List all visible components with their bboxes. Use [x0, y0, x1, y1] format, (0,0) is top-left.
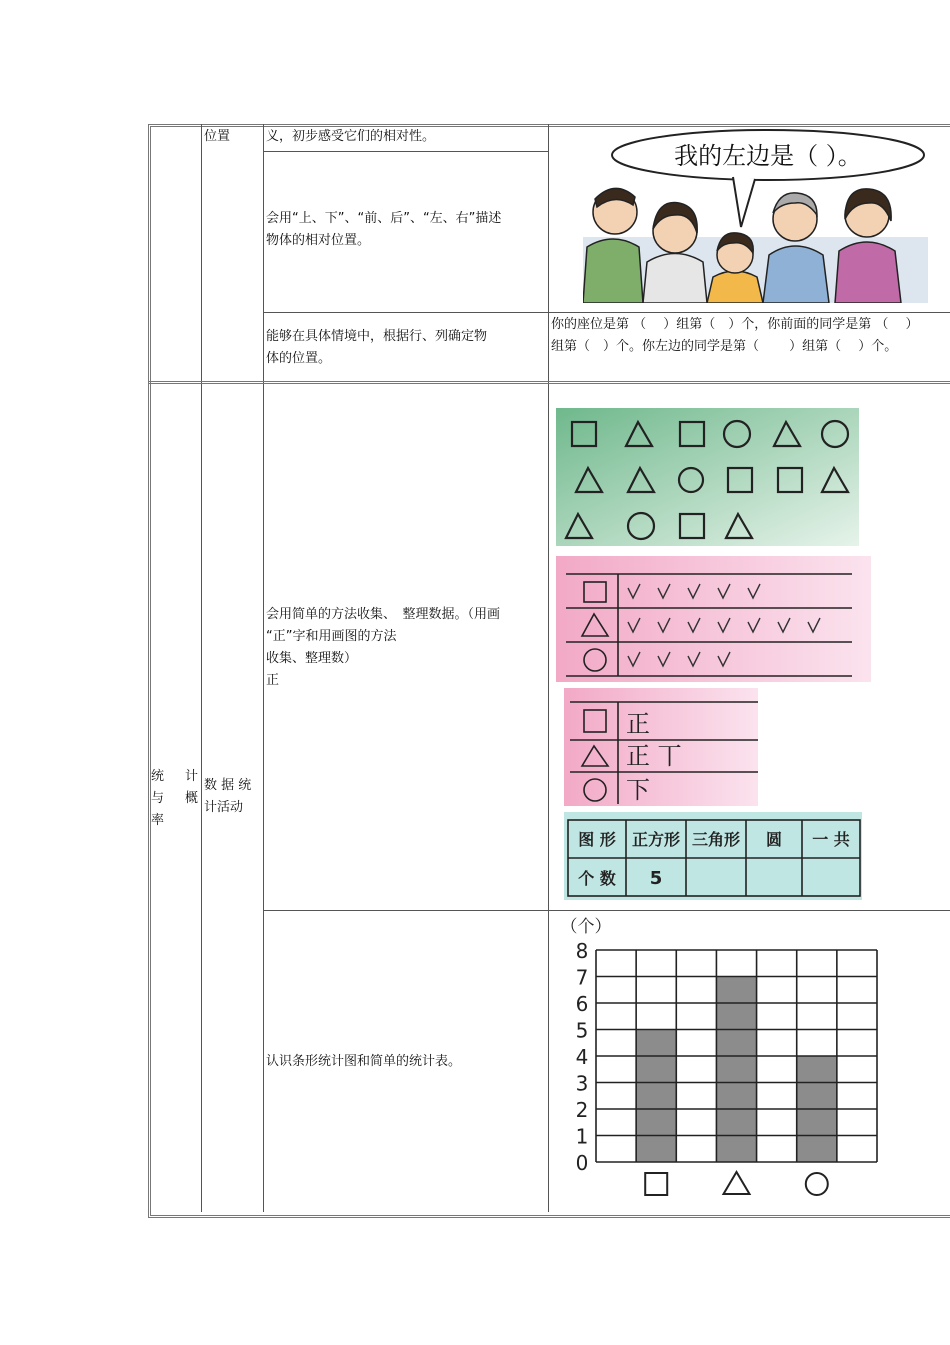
row-divider-a [263, 151, 548, 152]
category-char: 率 [151, 813, 165, 828]
y-tick-label: 4 [575, 1045, 589, 1069]
category-char: 统 [151, 769, 165, 784]
y-tick-label: 5 [575, 1018, 589, 1043]
requirement-collect-data [266, 604, 500, 692]
requirement-line: 体的位置。 [266, 351, 332, 366]
category-char: 概 [185, 791, 199, 806]
col-divider-3 [548, 124, 549, 1212]
count-value-square: 5 [649, 868, 663, 889]
requirement-bar-chart: 认识条形统计图和简单的统计表。 [266, 1054, 462, 1069]
y-tick-label: 1 [575, 1124, 589, 1149]
col-divider-1 [201, 124, 202, 1212]
category-char: 计 [185, 769, 199, 784]
example-line: 你的座位是第 （ ）组第（ ）个，你前面的同学是第 （ ） [551, 317, 919, 332]
row-divider-c [263, 910, 950, 911]
y-unit-label: （个） [560, 917, 612, 937]
bar-chart [556, 912, 882, 1204]
topic-line: 计活动 [204, 800, 244, 815]
requirement-directions [266, 208, 501, 252]
y-tick-label: 8 [575, 939, 589, 963]
requirement-line: 能够在具体情境中，根据行、列确定物 [266, 329, 488, 344]
topic-data-activity [204, 775, 251, 819]
zheng-mark: 正 丅 [626, 742, 682, 770]
section-divider [148, 381, 950, 384]
requirement-grid-position [266, 326, 487, 370]
bar-1 [716, 977, 756, 1163]
count-header-total: 一 共 [812, 830, 850, 849]
requirement-line: 会用“上、下”、“前、后”、“左、右”描述 [266, 211, 502, 226]
bar-0 [636, 1030, 676, 1163]
requirement-line: 会用简单的方法收集、 整理数据。（用画 [266, 607, 501, 622]
example-seat-question [551, 314, 919, 358]
category-char: 与 [151, 791, 165, 806]
shapes-collection-illustration [556, 408, 871, 900]
family-illustration [583, 127, 928, 303]
requirement-line: 正 [266, 673, 280, 688]
y-tick-label: 7 [575, 965, 589, 990]
requirement-line: 物体的相对位置。 [266, 233, 371, 248]
count-row-label: 个 数 [578, 869, 616, 888]
row-divider-b [263, 312, 950, 313]
count-header-circle: 圆 [765, 830, 783, 849]
y-tick-label: 3 [575, 1071, 589, 1096]
zheng-mark: 下 [626, 776, 650, 804]
col-divider-2 [263, 124, 264, 1212]
topic-line: 数 据 统 [204, 778, 252, 793]
count-header-triangle: 三角形 [691, 830, 741, 849]
count-header-shape: 图 形 [578, 830, 616, 849]
topic-position: 位置 [204, 129, 231, 144]
requirement-relativity: 义，初步感受它们的相对性。 [266, 129, 436, 144]
y-tick-label: 0 [575, 1151, 589, 1175]
requirement-line: “正”字和用画图的方法 [266, 629, 397, 644]
y-tick-label: 6 [575, 992, 589, 1016]
zheng-mark: 正 [626, 710, 650, 738]
y-tick-label: 2 [575, 1098, 589, 1122]
example-line: 组第（ ）个。你左边的同学是第（ ）组第（ ）个。 [551, 339, 898, 354]
requirement-line: 收集、整理数） [266, 651, 358, 666]
speech-bubble-text: 我的左边是（ ）。 [674, 142, 862, 170]
count-header-square: 正方形 [631, 830, 681, 849]
